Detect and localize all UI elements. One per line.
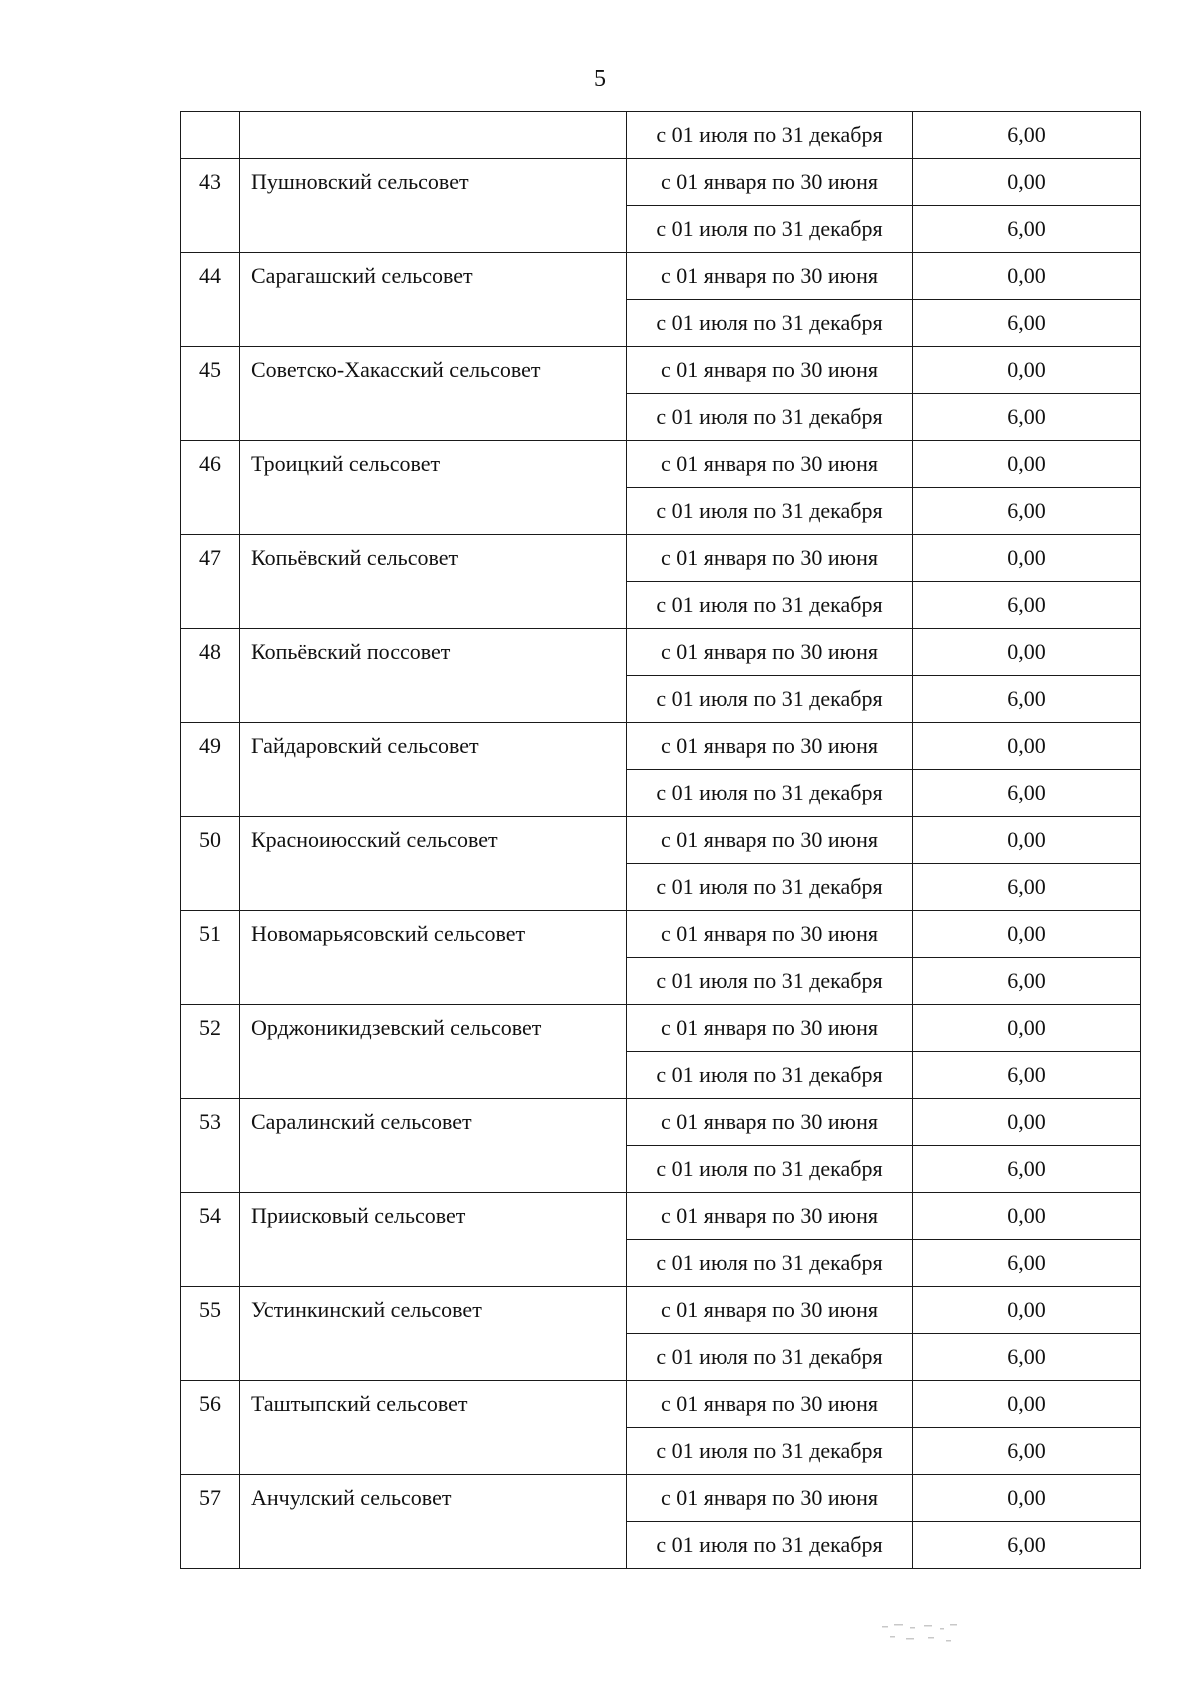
- period-cell: с 01 июля по 31 декабря: [627, 1522, 913, 1569]
- period-cell: с 01 июля по 31 декабря: [627, 582, 913, 629]
- period-cell: с 01 января по 30 июня: [627, 629, 913, 676]
- value-cell: 0,00: [913, 441, 1141, 488]
- value-cell: 6,00: [913, 112, 1141, 159]
- value-cell: 0,00: [913, 347, 1141, 394]
- period-cell: с 01 января по 30 июня: [627, 1287, 913, 1334]
- period-cell: с 01 января по 30 июня: [627, 723, 913, 770]
- row-number: 57: [181, 1475, 240, 1569]
- value-cell: 6,00: [913, 206, 1141, 253]
- value-cell: 0,00: [913, 1193, 1141, 1240]
- period-cell: с 01 января по 30 июня: [627, 1475, 913, 1522]
- row-number: 55: [181, 1287, 240, 1381]
- table-row: [181, 723, 1141, 770]
- value-cell: 0,00: [913, 1475, 1141, 1522]
- table-row: [181, 911, 1141, 958]
- municipality-name: Орджоникидзевский сельсовет: [240, 1005, 627, 1099]
- period-cell: с 01 января по 30 июня: [627, 1193, 913, 1240]
- row-number: 48: [181, 629, 240, 723]
- row-number: 45: [181, 347, 240, 441]
- period-cell: с 01 января по 30 июня: [627, 347, 913, 394]
- value-cell: 6,00: [913, 488, 1141, 535]
- value-cell: 0,00: [913, 1381, 1141, 1428]
- municipality-name: Новомарьясовский сельсовет: [240, 911, 627, 1005]
- table-row: [181, 1381, 1141, 1428]
- row-number: 43: [181, 159, 240, 253]
- table-row: [181, 1475, 1141, 1522]
- table-row-continuation: [181, 112, 1141, 159]
- value-cell: 6,00: [913, 300, 1141, 347]
- value-cell: 0,00: [913, 817, 1141, 864]
- value-cell: 6,00: [913, 1146, 1141, 1193]
- table-row: [181, 1287, 1141, 1334]
- period-cell: с 01 января по 30 июня: [627, 253, 913, 300]
- table-row: [181, 347, 1141, 394]
- row-number: 44: [181, 253, 240, 347]
- period-cell: с 01 января по 30 июня: [627, 911, 913, 958]
- value-cell: 0,00: [913, 1005, 1141, 1052]
- row-number: 47: [181, 535, 240, 629]
- period-cell: с 01 января по 30 июня: [627, 535, 913, 582]
- table-row: [181, 817, 1141, 864]
- rates-table: [180, 111, 1141, 1569]
- row-number: 50: [181, 817, 240, 911]
- value-cell: 0,00: [913, 1287, 1141, 1334]
- value-cell: 6,00: [913, 676, 1141, 723]
- municipality-name: Приисковый сельсовет: [240, 1193, 627, 1287]
- municipality-name: Анчулский сельсовет: [240, 1475, 627, 1569]
- row-number: 46: [181, 441, 240, 535]
- value-cell: 6,00: [913, 770, 1141, 817]
- value-cell: 6,00: [913, 1522, 1141, 1569]
- table-row: [181, 1099, 1141, 1146]
- value-cell: 0,00: [913, 723, 1141, 770]
- value-cell: 0,00: [913, 253, 1141, 300]
- row-number: 53: [181, 1099, 240, 1193]
- period-cell: с 01 июля по 31 декабря: [627, 206, 913, 253]
- period-cell: с 01 июля по 31 декабря: [627, 1334, 913, 1381]
- period-cell: с 01 июля по 31 декабря: [627, 1240, 913, 1287]
- value-cell: 6,00: [913, 958, 1141, 1005]
- value-cell: 6,00: [913, 1240, 1141, 1287]
- row-number: 51: [181, 911, 240, 1005]
- table-row: [181, 441, 1141, 488]
- municipality-name: Гайдаровский сельсовет: [240, 723, 627, 817]
- period-cell: с 01 июля по 31 декабря: [627, 676, 913, 723]
- period-cell: с 01 января по 30 июня: [627, 1099, 913, 1146]
- page-number: 5: [594, 66, 606, 92]
- table-row: [181, 253, 1141, 300]
- period-cell: с 01 июля по 31 декабря: [627, 488, 913, 535]
- row-number-cell-empty: [181, 112, 240, 159]
- municipality-name: Устинкинский сельсовет: [240, 1287, 627, 1381]
- value-cell: 0,00: [913, 535, 1141, 582]
- municipality-name: Советско-Хакасский сельсовет: [240, 347, 627, 441]
- table-row: [181, 159, 1141, 206]
- value-cell: 0,00: [913, 911, 1141, 958]
- municipality-name: Троицкий сельсовет: [240, 441, 627, 535]
- period-cell: с 01 июля по 31 декабря: [627, 1052, 913, 1099]
- municipality-name: Сарагашский сельсовет: [240, 253, 627, 347]
- table-row: [181, 535, 1141, 582]
- row-number: 49: [181, 723, 240, 817]
- table-row: [181, 1005, 1141, 1052]
- period-cell: с 01 января по 30 июня: [627, 159, 913, 206]
- value-cell: 0,00: [913, 1099, 1141, 1146]
- municipality-name: Таштыпский сельсовет: [240, 1381, 627, 1475]
- period-cell: с 01 июля по 31 декабря: [627, 394, 913, 441]
- value-cell: 6,00: [913, 1334, 1141, 1381]
- period-cell: с 01 июля по 31 декабря: [627, 770, 913, 817]
- value-cell: 6,00: [913, 1428, 1141, 1475]
- municipality-name: Пушновский сельсовет: [240, 159, 627, 253]
- period-cell: с 01 января по 30 июня: [627, 1381, 913, 1428]
- period-cell: с 01 января по 30 июня: [627, 441, 913, 488]
- rates-table-body: [181, 112, 1141, 1569]
- value-cell: 0,00: [913, 159, 1141, 206]
- table-row: [181, 1193, 1141, 1240]
- period-cell: с 01 июля по 31 декабря: [627, 300, 913, 347]
- municipality-name: Саралинский сельсовет: [240, 1099, 627, 1193]
- value-cell: 6,00: [913, 864, 1141, 911]
- row-number: 52: [181, 1005, 240, 1099]
- row-name-cell-empty: [240, 112, 627, 159]
- period-cell: с 01 июля по 31 декабря: [627, 1146, 913, 1193]
- municipality-name: Копьёвский сельсовет: [240, 535, 627, 629]
- period-cell: с 01 июля по 31 декабря: [627, 112, 913, 159]
- period-cell: с 01 января по 30 июня: [627, 817, 913, 864]
- value-cell: 6,00: [913, 1052, 1141, 1099]
- value-cell: 6,00: [913, 582, 1141, 629]
- scan-noise-marks: [880, 1618, 1040, 1648]
- period-cell: с 01 июля по 31 декабря: [627, 958, 913, 1005]
- row-number: 54: [181, 1193, 240, 1287]
- row-number: 56: [181, 1381, 240, 1475]
- table-row: [181, 629, 1141, 676]
- period-cell: с 01 июля по 31 декабря: [627, 1428, 913, 1475]
- value-cell: 6,00: [913, 394, 1141, 441]
- value-cell: 0,00: [913, 629, 1141, 676]
- municipality-name: Копьёвский поссовет: [240, 629, 627, 723]
- municipality-name: Красноиюсский сельсовет: [240, 817, 627, 911]
- period-cell: с 01 июля по 31 декабря: [627, 864, 913, 911]
- period-cell: с 01 января по 30 июня: [627, 1005, 913, 1052]
